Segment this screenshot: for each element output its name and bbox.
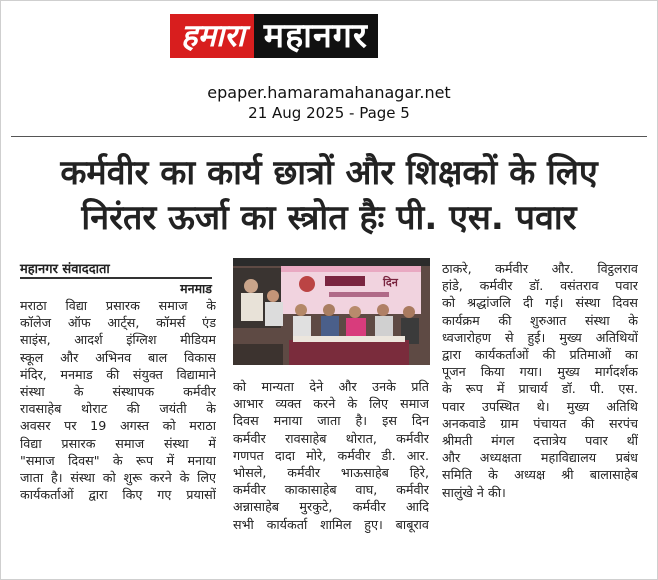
column-line: दिवस मनाया जाता है। इस दिन bbox=[233, 413, 429, 429]
column-line: कर्मवीर रावसाहेब थोरात, कर्मवीर bbox=[233, 430, 429, 446]
headline-line-1: कर्मवीर का कार्य छात्रों और शिक्षकों के लिए bbox=[60, 153, 598, 193]
column-line: अनकवाडे ग्राम पंचायत की सरपंच bbox=[442, 415, 638, 431]
column-line: सालुंखे ने की। bbox=[442, 484, 506, 500]
column-line: और अध्यक्षता महाविद्यालय प्रबंध bbox=[442, 450, 638, 466]
headline-line-2: निरंतर ऊर्जा का स्त्रोत हैः पी. एस. पवार bbox=[81, 198, 577, 238]
column-line: विद्या प्रसारक समाज संस्था में bbox=[20, 435, 216, 451]
column-line: अवसर पर 19 अगस्त को मराठा bbox=[20, 418, 216, 434]
epaper-url[interactable]: epaper.hamaramahanagar.net bbox=[207, 83, 451, 102]
column-line: जाता है। संस्था को शुरू करने के लिए bbox=[20, 470, 216, 486]
dateline: मनमाड bbox=[180, 281, 212, 296]
column-line: भोसले, कर्मवीर भाऊसाहेब हिरे, bbox=[233, 465, 429, 481]
logo-left-text: हमारा bbox=[170, 14, 254, 58]
header-divider bbox=[11, 136, 647, 137]
article-column-2 bbox=[233, 378, 429, 533]
column-line: गणपत दादा मोरे, कर्मवीर डी. आर. bbox=[233, 447, 429, 463]
edition-date: 21 Aug 2025 - Page 5 bbox=[248, 104, 410, 122]
column-line: हांडे, कर्मवीर डॉ. वसंतराव पवार bbox=[442, 278, 638, 294]
column-line: श्रीमती मंगल दत्तात्रेय पवार थीं bbox=[442, 433, 638, 449]
photo-banner-text: दिन bbox=[383, 276, 398, 289]
column-line: समिति के अध्यक्ष श्री बालासाहेब bbox=[442, 467, 638, 483]
column-line: को मान्यता देने और उनके प्रति bbox=[233, 379, 429, 394]
column-line: मराठा विद्या प्रसारक समाज के bbox=[20, 298, 216, 313]
article-column-3 bbox=[442, 260, 638, 501]
column-line: अन्नासाहेब मुरकुटे, कर्मवीर आदि bbox=[233, 499, 429, 515]
column-line: कार्यकर्ताओं द्वारा किए गए प्रयासों bbox=[20, 487, 216, 503]
byline-divider bbox=[20, 277, 212, 279]
logo-right-text: महानगर bbox=[254, 14, 378, 58]
column-line: पवार उपस्थित थे। मुख्य अतिथि bbox=[442, 398, 638, 414]
column-line: कॉलेज ऑफ आर्ट्स, कॉमर्स एंड bbox=[20, 315, 216, 331]
column-line: संस्था के संस्थापक कर्मवीर bbox=[20, 384, 216, 400]
column-line: ध्वजारोहण से हुई। मुख्य अतिथियों bbox=[442, 329, 638, 345]
event-stage-photo-icon bbox=[233, 258, 430, 365]
column-line: कर्मवीर काकासाहेब वाघ, कर्मवीर bbox=[233, 482, 429, 498]
column-line: मंदिर, मनमाड की संयुक्त विद्यामाने bbox=[20, 366, 216, 382]
column-line: को श्रद्धांजलि दी गई। संस्था दिवस bbox=[442, 295, 638, 311]
column-line: स्कूल और अभिनव बाल विकास bbox=[20, 349, 216, 365]
column-line: पूजन किया गया। मुख्य मार्गदर्शक bbox=[442, 364, 638, 380]
column-line: आभार व्यक्त करने के लिए समाज bbox=[233, 396, 429, 412]
column-line: "समाज दिवस" के रूप में मनाया bbox=[20, 452, 216, 468]
newspaper-logo bbox=[170, 14, 378, 58]
column-line: के रूप में प्राचार्य डॉ. पी. एस. bbox=[442, 381, 638, 397]
event-photo bbox=[233, 258, 430, 365]
column-line: ठाकरे, कर्मवीर और. विट्ठलराव bbox=[442, 261, 638, 276]
column-line: साइंस, आदर्श इंग्लिश मीडियम bbox=[20, 332, 216, 348]
byline: महानगर संवाददाता bbox=[20, 262, 110, 277]
column-line: रावसाहेब थोराट की जयंती के bbox=[20, 401, 216, 417]
column-line: कार्यक्रम की शुरुआत संस्था के bbox=[442, 312, 638, 328]
column-line: द्वारा कार्यकर्ताओं की प्रतिमाओं का bbox=[442, 347, 638, 363]
column-line: सभी कार्यकर्ता शामिल हुए। बाबूराव bbox=[233, 516, 429, 532]
article-column-1 bbox=[20, 297, 216, 503]
